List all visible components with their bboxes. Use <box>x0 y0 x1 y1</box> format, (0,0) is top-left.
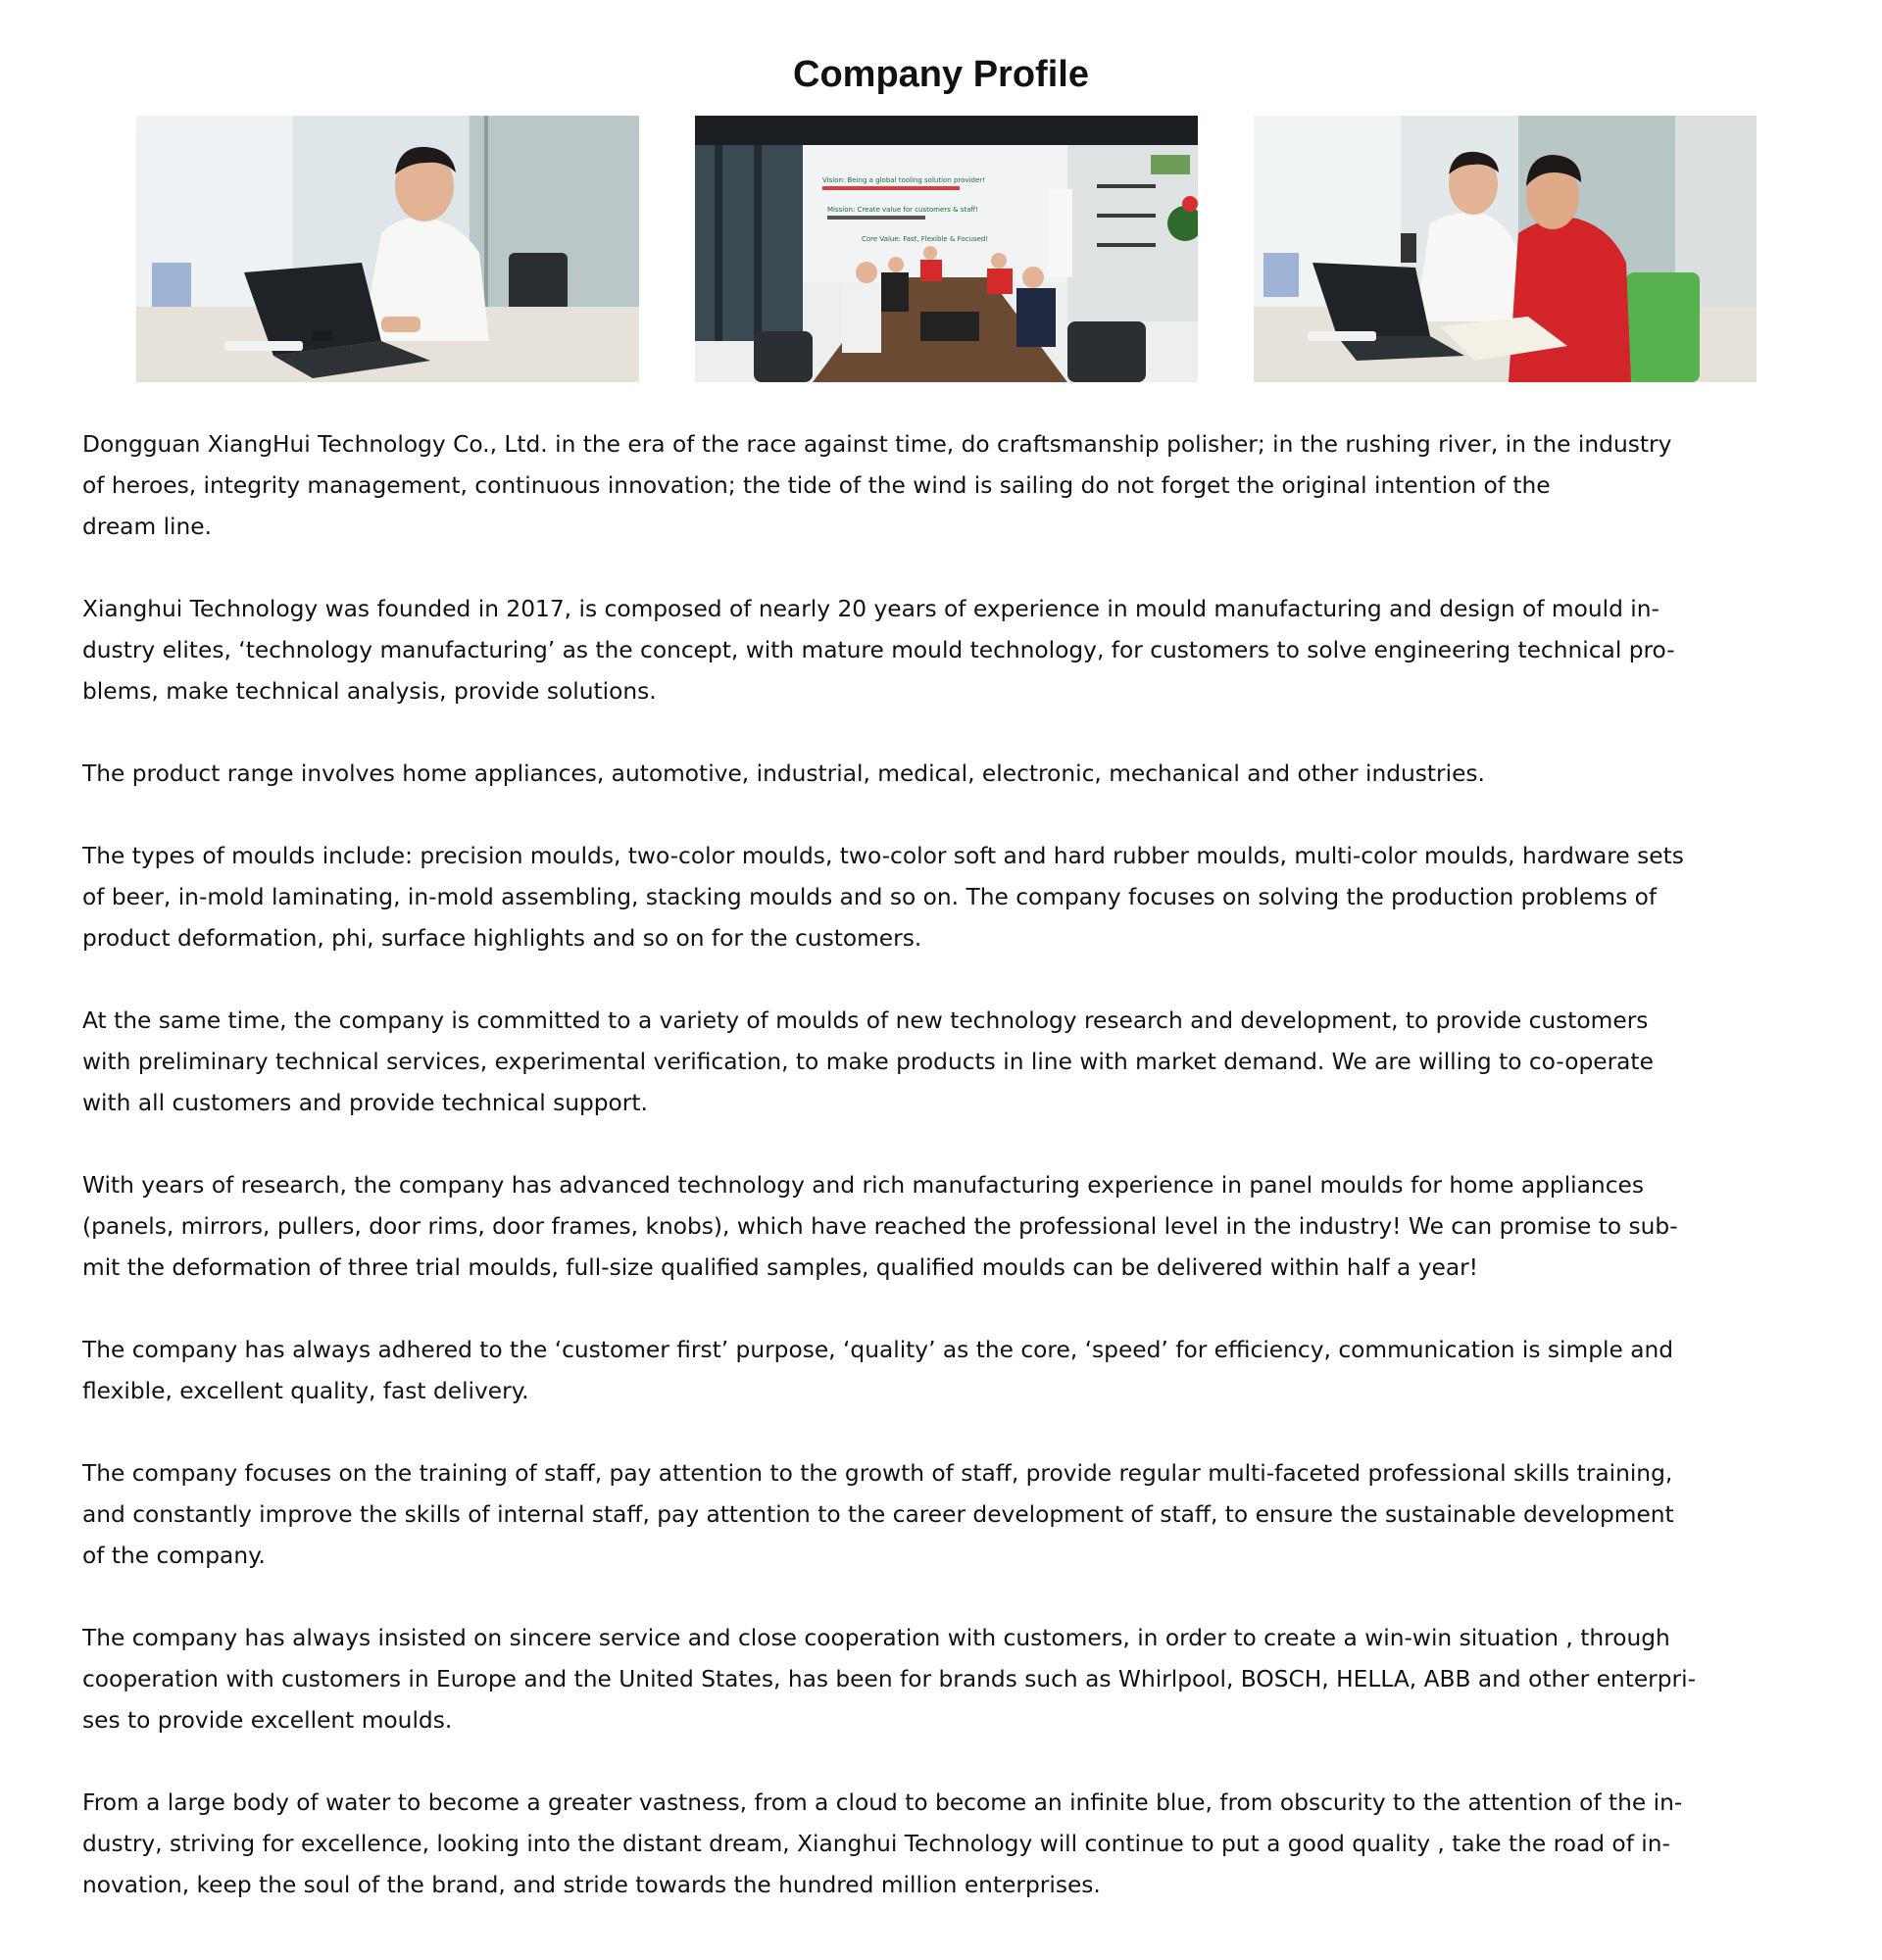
office-photo-laptop-worker <box>136 116 639 382</box>
office-photo-meeting-room <box>695 116 1198 382</box>
wall-sign-mission: Mission: Create value for customers & staff! <box>827 206 979 214</box>
paragraph-mould-types: The types of moulds include: precision moulds, two-color moulds, two-color soft and hard rubber moulds, multi-color moulds, hardware sets of beer, in-mold laminating, in-mold assembling, stacking moulds and so on. The company focuses on solving the production problems of product deformation, phi, surface highlights and so on for the customers. <box>82 843 1684 952</box>
office-photo-laptop-worker-image <box>136 116 639 382</box>
page-title: Company Profile <box>793 54 1089 96</box>
paragraph-cooperation: The company has always insisted on sincere service and close cooperation with customers, in order to create a win-win situation , through cooperation with customers in Europe and the United States, has been for brands such as Whirlpool, BOSCH, HELLA, ABB and other enterpri- ses to provide excellent moulds. <box>82 1625 1696 1734</box>
paragraph-experience: With years of research, the company has advanced technology and rich manufacturing experience in panel moulds for home appliances (panels, mirrors, pullers, door rims, door frames, knobs), which have reached the professional level in the industry! We can promise to sub- mit the deformation of three trial moulds, full-size qualified samples, qualified moulds can be delivered within half a year! <box>82 1172 1678 1281</box>
office-photo-two-colleagues <box>1254 116 1757 382</box>
paragraph-vision: From a large body of water to become a greater vastness, from a cloud to become an infinite blue, from obscurity to the attention of the in- dustry, striving for excellence, looking into the distant dream, Xianghui Technology will continue to put a good quality , take the road of in- novation, keep the soul of the brand, and stride towards the hundred million enterprises. <box>82 1789 1683 1898</box>
office-photo-two-colleagues-image <box>1254 116 1757 382</box>
paragraph-product-range: The product range involves home appliances, automotive, industrial, medical, electronic, mechanical and other industries. <box>82 760 1485 787</box>
wall-sign-core-value: Core Value: Fast, Flexible & Focused! <box>862 235 989 243</box>
wall-sign-vision: Vision: Being a global tooling solution provider! <box>822 176 985 184</box>
paragraph-intro: Dongguan XiangHui Technology Co., Ltd. in the era of the race against time, do craftsmanship polisher; in the rushing river, in the industry of heroes, integrity management, continuous innovation; the tide of the wind is sailing do not forget the original intention of the dream line. <box>82 431 1672 540</box>
paragraph-research: At the same time, the company is committed to a variety of moulds of new technology research and development, to provide customers with preliminary technical services, experimental verification, to make products in line with market demand. We are willing to co-operate with all customers and provide technical support. <box>82 1007 1654 1116</box>
photo-gallery <box>0 116 1882 382</box>
paragraph-staff-training: The company focuses on the training of staff, pay attention to the growth of staff, provide regular multi-faceted professional skills training, and constantly improve the skills of internal staff, pay attention to the career development of staff, to ensure the sustainable development of the company. <box>82 1460 1674 1569</box>
company-description <box>82 424 1802 1947</box>
paragraph-founding: Xianghui Technology was founded in 2017, is composed of nearly 20 years of experience in mould manufacturing and design of mould in- dustry elites, ‘technology manufacturing’ as the concept, with mature mould technology, for customers to solve engineering technical pro- blems, make technical analysis, provide solutions. <box>82 596 1675 705</box>
office-photo-meeting-room-image <box>695 116 1198 382</box>
paragraph-purpose: The company has always adhered to the ‘customer first’ purpose, ‘quality’ as the core, ‘speed’ for efficiency, communication is simple and flexible, excellent quality, fast delivery. <box>82 1337 1674 1404</box>
